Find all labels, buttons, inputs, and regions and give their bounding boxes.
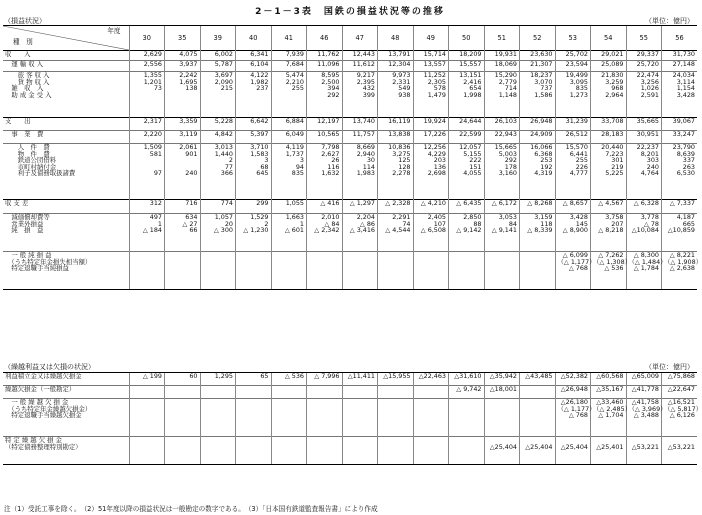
table-cell [307,399,343,437]
table-cell: 13,791 [378,51,414,61]
table-cell: 25,720 [626,61,662,72]
year-header: 39 [200,26,236,51]
table-cell: △41,758 （△ 3,969） △ 3,488 [626,399,662,437]
table-cell: △ 199 [129,373,165,386]
table-cell: 6,049 [271,131,307,144]
carryover-table [3,372,702,465]
table-cell: 25,089 [591,61,627,72]
table-cell [236,437,272,465]
table-cell: 35,665 [626,118,662,131]
table-cell: 12,057 5,155 222 151 4,055 [449,144,485,200]
table-cell: 299 [236,200,272,214]
table-cell [484,399,520,437]
unit-label: （単位：億円） [645,17,694,25]
table-cell: △ 8,657 [555,200,591,214]
table-cell: 7,684 [271,61,307,72]
table-cell: 30,951 [626,131,662,144]
table-cell: △16,521 （△ 5,817） △ 6,126 [662,399,698,437]
table-cell [449,252,485,290]
table-row [3,252,697,290]
table-cell: △ 6,328 [626,200,662,214]
table-cell: 22,599 [449,131,485,144]
table-row [3,386,697,399]
table-cell: 26,948 [520,118,556,131]
table-cell: △ 2,328 [378,200,414,214]
table-cell: 28,183 [591,131,627,144]
table-cell: △ 1,297 [342,200,378,214]
table-cell: 3,710 1,583 3 68 645 [236,144,272,200]
table-cell: 4,187 665 △10,859 [662,214,698,252]
table-cell: 6,884 [271,118,307,131]
table-cell: 29,021 [591,51,627,61]
table-cell: 60 [165,373,201,386]
table-cell [520,399,556,437]
table-cell: △18,001 [484,386,520,399]
table-cell: 11,096 [307,61,343,72]
table-cell [307,386,343,399]
table-cell: 3,159 118 △ 8,339 [520,214,556,252]
row-label: 人 件 費 物 件 費 鉄道公団借料 市町村納付金 利子及債務取扱諸費 [3,144,129,200]
table-cell: △22,647 [662,386,698,399]
table-cell: 26,103 [484,118,520,131]
table-cell: △26,180 （△ 1,177） △ 768 [555,399,591,437]
table-cell: 4,075 [165,51,201,61]
table-cell: △53,221 [626,437,662,465]
row-label: 運 輸 収 入 [3,61,129,72]
table-cell: 22,943 [484,131,520,144]
table-cell: 13,151 2,416 654 1,998 [449,72,485,118]
table-cell: 12,304 [378,61,414,72]
table-cell: △35,167 [591,386,627,399]
table-cell: 29,337 [626,51,662,61]
table-row [3,72,697,118]
row-label: 特 定 繰 越 欠 損 金 （特定債務整理特別勘定） [3,437,129,465]
row-label: 一 般 純 損 益 （うち特定年金損失相当額） 特定退職手当純損益 [3,252,129,290]
table-cell: 27,148 [662,61,698,72]
row-label: 繰越欠損金（一般勘定） [3,386,129,399]
table-cell: 11,612 [342,61,378,72]
table-cell: 15,570 6,441 255 226 4,777 [555,144,591,200]
table-cell: 6,642 [236,118,272,131]
table-cell: 15,290 2,779 714 1,148 [484,72,520,118]
table-cell: 31,239 [555,118,591,131]
table-row [3,61,697,72]
table-cell: 2,061 901 240 [165,144,201,200]
section-label-carryover: （繰越利益又は欠損の状況） [4,363,95,371]
type-label: 種 別 [13,38,33,46]
table-cell: △ 9,742 [449,386,485,399]
table-cell: 4,842 [200,131,236,144]
table-cell [413,437,449,465]
table-cell: 20,440 7,223 301 219 5,225 [591,144,627,200]
table-cell [200,252,236,290]
table-cell: △43,485 [520,373,556,386]
income-table [3,25,702,290]
table-cell: 11,757 [342,131,378,144]
table-row [3,118,697,131]
table-cell: 22,474 3,256 1,026 2,591 [626,72,662,118]
table-cell [200,399,236,437]
table-cell: △65,009 [626,373,662,386]
table-cell: 6,002 [200,51,236,61]
table-cell: 23,594 [555,61,591,72]
table-cell: △ 4,567 [591,200,627,214]
table-cell: 3,697 2,090 215 [200,72,236,118]
table-cell [129,437,165,465]
table-cell: 2,850 88 △ 9,142 [449,214,485,252]
table-cell: △35,942 [484,373,520,386]
table-cell [165,386,201,399]
table-cell [129,386,165,399]
year-header: 55 [626,26,662,51]
table-cell: 11,762 [307,51,343,61]
table-cell: 2,204 △ 86 △ 3,416 [342,214,378,252]
table-cell: △ 416 [307,200,343,214]
table-cell: 3,119 [165,131,201,144]
table-cell [129,252,165,290]
footnote: 注（1）受託工事を除く。 （2）51年度以降の損益状況は一般勘定の数字である。 （3）「日本国有鉄道監査報告書」により作成 [4,505,378,513]
table-cell: △ 6,099 （△ 1,177） △ 768 [555,252,591,290]
table-cell [342,437,378,465]
table-row [3,51,697,61]
table-cell: 2,405 107 △ 6,508 [413,214,449,252]
table-cell [236,386,272,399]
row-label: 事 業 費 [3,131,129,144]
table-cell: 3,053 84 △ 9,141 [484,214,520,252]
table-cell: 2,291 74 △ 4,544 [378,214,414,252]
table-cell: 18,209 [449,51,485,61]
year-header: 40 [236,26,272,51]
table-cell: 1,529 2 △ 1,230 [236,214,272,252]
year-header: 53 [555,26,591,51]
table-cell: 11,252 2,305 578 1,479 [413,72,449,118]
table-cell [449,399,485,437]
table-cell [520,386,556,399]
table-cell: 10,836 3,275 125 128 2,278 [378,144,414,200]
table-cell [307,252,343,290]
row-label: 支 出 [3,118,129,131]
table-cell: 24,034 3,114 1,154 3,428 [662,72,698,118]
table-cell: 33,247 [662,131,698,144]
table-cell: △41,778 [626,386,662,399]
row-label: 利益積立金又は繰越欠損金 [3,373,129,386]
table-cell: 13,557 [413,61,449,72]
row-label: 旅 客 収 入 貨 物 収 入 雑 収 入 助 成 金 受 入 [3,72,129,118]
table-cell: 12,197 [307,118,343,131]
table-cell: 24,644 [449,118,485,131]
table-cell: 25,702 [555,51,591,61]
table-cell: 497 1 △ 184 [129,214,165,252]
table-cell [307,437,343,465]
table-cell: 8,669 2,940 30 114 1,983 [342,144,378,200]
table-cell: 16,066 6,368 253 192 4,319 [520,144,556,200]
table-cell: 5,787 [200,61,236,72]
table-cell: 3,758 207 △ 8,218 [591,214,627,252]
table-cell: △25,404 [555,437,591,465]
table-cell: 1,055 [271,200,307,214]
table-cell: 5,228 [200,118,236,131]
table-cell: △ 7,337 [662,200,698,214]
page-title: 2－1－3表 国鉄の損益状況等の推移 [255,7,445,17]
year-label: 年度 [107,27,121,35]
header-corner [3,26,129,51]
table-cell: 716 [165,200,201,214]
table-cell: △ 8,300 （△ 1,484） △ 1,784 [626,252,662,290]
table-cell [165,399,201,437]
table-cell: 16,119 [378,118,414,131]
table-cell: 12,443 [342,51,378,61]
table-cell [342,399,378,437]
table-cell: 21,830 3,259 968 2,964 [591,72,627,118]
table-cell [236,252,272,290]
table-cell: 31,730 [662,51,698,61]
year-header: 54 [591,26,627,51]
table-cell: △ 7,996 [307,373,343,386]
table-row [3,373,697,386]
table-cell: 6,341 [236,51,272,61]
table-cell: △ 4,210 [413,200,449,214]
table-cell: 9,217 2,395 432 399 [342,72,378,118]
table-cell: 17,226 [413,131,449,144]
table-cell: △33,460 （△ 2,485） △ 1,704 [591,399,627,437]
table-cell: △60,568 [591,373,627,386]
row-label: 収 入 [3,51,129,61]
year-header: 48 [378,26,414,51]
table-cell: 65 [236,373,272,386]
table-cell: 33,708 [591,118,627,131]
year-header: 35 [165,26,201,51]
table-cell [378,386,414,399]
table-cell [413,386,449,399]
table-cell: 3,937 [165,61,201,72]
table-cell: 1,663 1 △ 601 [271,214,307,252]
table-cell: 2,242 1,695 138 [165,72,201,118]
table-cell: 15,714 [413,51,449,61]
table-cell: 13,838 [378,131,414,144]
table-cell [236,399,272,437]
table-cell [165,252,201,290]
table-cell [200,437,236,465]
table-cell [413,252,449,290]
table-row [3,200,697,214]
table-cell: 4,122 1,982 237 [236,72,272,118]
table-cell [342,252,378,290]
table-cell [484,252,520,290]
table-cell: 15,557 [449,61,485,72]
table-cell: 23,790 8,639 337 263 6,530 [662,144,698,200]
table-cell: △11,411 [342,373,378,386]
table-cell: 19,931 [484,51,520,61]
year-header: 56 [662,26,698,51]
table-cell [342,386,378,399]
row-label: 減価償却費等 営業外損益 純 損 益 [3,214,129,252]
table-row [3,144,697,200]
table-cell [378,252,414,290]
year-header: 49 [413,26,449,51]
table-cell: 13,740 [342,118,378,131]
table-cell: △25,404 [484,437,520,465]
table-cell: 4,119 1,737 3 94 835 [271,144,307,200]
table-cell [200,386,236,399]
table-cell: 2,010 △ 84 △ 2,342 [307,214,343,252]
table-cell [165,437,201,465]
table-cell: 26,512 [555,131,591,144]
table-cell: 18,237 3,070 737 1,586 [520,72,556,118]
table-cell [378,437,414,465]
unit-label-2: （単位：億円） [645,363,694,371]
table-row [3,131,697,144]
table-cell: 24,909 [520,131,556,144]
table-cell: 1,057 20 △ 300 [200,214,236,252]
table-cell: 18,069 [484,61,520,72]
table-cell: 774 [200,200,236,214]
row-label: 収 支 差 [3,200,129,214]
table-cell: △25,401 [591,437,627,465]
table-cell: 3,428 145 △ 8,900 [555,214,591,252]
table-cell [520,252,556,290]
table-cell: 8,595 2,500 394 292 [307,72,343,118]
table-cell: 7,798 2,627 26 116 1,632 [307,144,343,200]
table-cell: 39,067 [662,118,698,131]
table-cell [271,399,307,437]
table-cell: △31,610 [449,373,485,386]
table-cell: 19,924 [413,118,449,131]
table-cell: △53,221 [662,437,698,465]
table-cell: 1,509 581 97 [129,144,165,200]
table-cell [271,437,307,465]
year-header: 50 [449,26,485,51]
table-cell: 19,499 3,095 835 1,273 [555,72,591,118]
table-cell: 312 [129,200,165,214]
table-cell: 3,778 △ 78 △10,084 [626,214,662,252]
table-cell: 5,474 2,210 255 [271,72,307,118]
table-cell: 3,013 1,440 2 77 366 [200,144,236,200]
table-cell: 7,939 [271,51,307,61]
table-row [3,399,697,437]
table-cell: 10,565 [307,131,343,144]
table-cell [129,399,165,437]
table-cell: △25,404 [520,437,556,465]
table-cell: △ 6,172 [484,200,520,214]
table-row [3,437,697,465]
table-cell: 2,317 [129,118,165,131]
table-cell: 2,220 [129,131,165,144]
table-cell: △15,955 [378,373,414,386]
table-cell: △ 8,221 （△ 1,908） △ 2,638 [662,252,698,290]
table-cell: △ 7,262 （△ 1,308） △ 536 [591,252,627,290]
year-header: 52 [520,26,556,51]
table-cell: 12,256 4,229 203 136 2,698 [413,144,449,200]
table-cell: △75,868 [662,373,698,386]
table-cell: 2,629 [129,51,165,61]
table-cell: △ 536 [271,373,307,386]
table-cell: 9,973 2,331 549 938 [378,72,414,118]
table-cell [378,399,414,437]
row-label: 一 般 繰 越 欠 損 金 （うち特定年金繰越欠損金） 特定退職手当繰越欠損金 [3,399,129,437]
table-cell: △ 8,268 [520,200,556,214]
table-cell: 2,556 [129,61,165,72]
table-cell [449,437,485,465]
table-cell: 1,295 [200,373,236,386]
year-header: 41 [271,26,307,51]
table-cell: 22,237 8,201 303 240 4,764 [626,144,662,200]
table-cell: 5,397 [236,131,272,144]
table-cell: 21,307 [520,61,556,72]
table-cell: △ 6,435 [449,200,485,214]
table-cell [271,386,307,399]
header-row [3,26,697,51]
year-header: 51 [484,26,520,51]
section-label-income: （損益状況） [4,17,46,25]
table-cell: 1,355 1,201 73 [129,72,165,118]
table-cell: 23,630 [520,51,556,61]
table-cell: △22,463 [413,373,449,386]
table-cell: 3,359 [165,118,201,131]
table-cell: △26,948 [555,386,591,399]
table-cell: 634 △ 27 66 [165,214,201,252]
table-row [3,214,697,252]
year-header: 47 [342,26,378,51]
year-header: 46 [307,26,343,51]
table-cell: 6,104 [236,61,272,72]
table-cell [413,399,449,437]
table-cell: △52,382 [555,373,591,386]
year-header: 30 [129,26,165,51]
table-cell: 15,665 5,003 292 178 3,160 [484,144,520,200]
table-cell [271,252,307,290]
